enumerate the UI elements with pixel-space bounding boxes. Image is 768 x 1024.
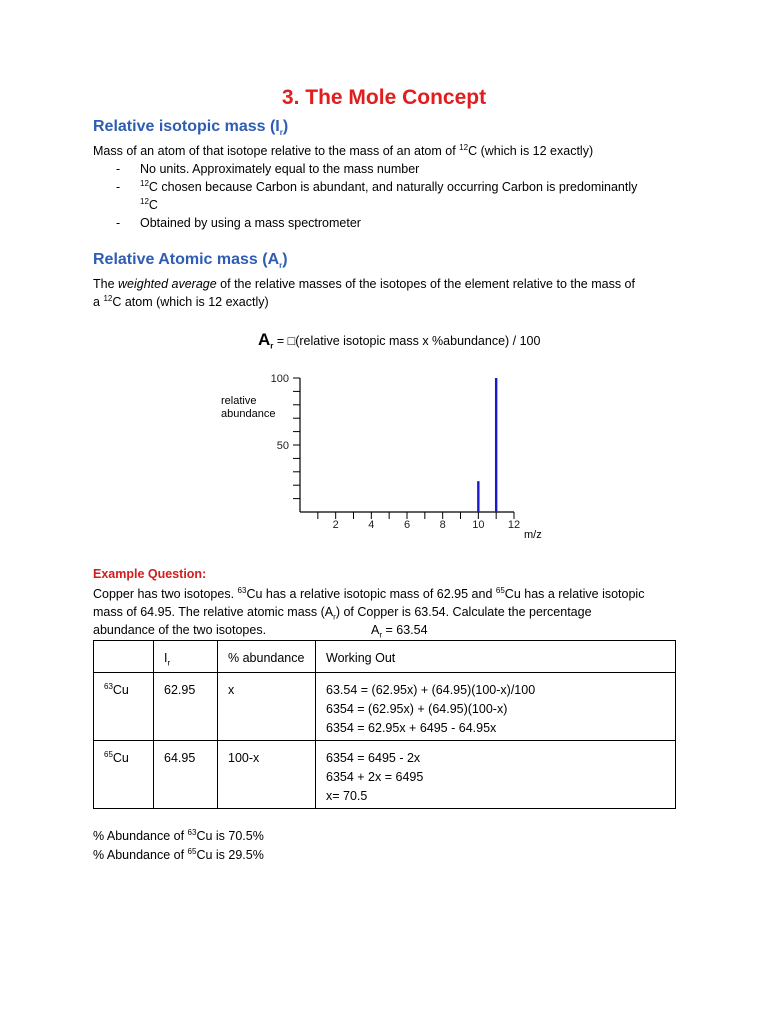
table-header-row: [94, 641, 676, 673]
x-axis-label: m/z: [524, 529, 542, 541]
example-question-text: Copper has two isotopes. $^{63}$Cu has a relative isotopic mass of 62.95 and $^{65}$Cu has a relative isotopic: [93, 585, 645, 601]
chart-axes: [300, 378, 514, 512]
header-cell-isotope: [94, 641, 154, 673]
answer-63cu: % Abundance of $^{63}$Cu is 70.5%: [93, 827, 264, 843]
bullet-item: - Obtained by using a mass spectrometer: [116, 216, 361, 230]
isotopic-mass-definition: Mass of an atom of that isotope relative to the mass of an atom of $^{12}$C (which is 12 exactly): [93, 142, 594, 158]
table-row: [94, 741, 676, 809]
answer-65cu: % Abundance of $^{65}$Cu is 29.5%: [93, 846, 264, 862]
example-question-heading: Example Question:: [93, 567, 207, 581]
mass-cell: 62.95: [154, 673, 218, 741]
x-tick-label: 10: [472, 519, 485, 531]
x-tick-label: 4: [368, 519, 375, 531]
working-cell: 63.54 = (62.95x) + (64.95)(100-x)/100 6354 = (62.95x) + (64.95)(100-x) 6354 = 62.95x + 6495 - 64.95x: [316, 673, 676, 741]
atomic-mass-definition: The weighted average of the relative masses of the isotopes of the element relative to the mass of: [93, 277, 635, 291]
y-tick-label: 100: [270, 373, 289, 385]
example-question-text: mass of 64.95. The relative atomic mass $(A_r)$ of Copper is 63.54. Calculate the percentage: [93, 605, 592, 622]
header-cell-abundance: % abundance: [218, 641, 316, 673]
mass-spectrum-chart: [200, 365, 580, 545]
bullet-continuation: $^{12}$C: [140, 196, 158, 212]
isotope-cell: $^{65}$Cu: [94, 741, 154, 809]
example-question-text: abundance of the two isotopes.: [93, 623, 267, 637]
x-tick-label: 12: [507, 519, 521, 531]
bullet-item: - $^{12}$C chosen because Carbon is abundant, and naturally occurring Carbon is predominantly: [116, 178, 638, 194]
x-tick-label: 8: [439, 519, 446, 531]
mass-cell: 64.95: [154, 741, 218, 809]
atomic-mass-definition-cont: a $^{12}$C atom (which is 12 exactly): [93, 293, 269, 309]
isotope-table: [93, 640, 676, 809]
given-relative-atomic-mass: $A_r = 63.54$: [371, 623, 428, 640]
y-axis-label-line1: relative: [221, 395, 257, 407]
abundance-cell: 100-x: [218, 741, 316, 809]
header-cell-working-out: Working Out: [316, 641, 676, 673]
bullet-item: - No units. Approximately equal to the mass number: [116, 162, 420, 176]
y-axis-label-line2: abundance: [221, 408, 276, 420]
y-tick-label: 50: [276, 440, 289, 452]
table-row: [94, 673, 676, 741]
chart-bars: [478, 378, 496, 512]
chart-ticks: [271, 373, 520, 531]
x-tick-label: 6: [403, 519, 411, 531]
page-title: 3. The Mole Concept: [281, 86, 487, 109]
isotope-cell: $^{63}$Cu: [94, 673, 154, 741]
x-tick-label: 2: [332, 519, 339, 531]
header-cell-isotopic-mass: $I_r$: [154, 641, 218, 673]
section-heading-relative-isotopic-mass: Relative isotopic mass $(I_r)$: [93, 118, 289, 138]
atomic-mass-formula: $A_r$ = □(relative isotopic mass x %abundance) / 100: [258, 330, 541, 351]
section-heading-relative-atomic-mass: Relative Atomic mass $(A_r)$: [93, 251, 288, 271]
abundance-cell: x: [218, 673, 316, 741]
working-cell: 6354 = 6495 - 2x 6354 + 2x = 6495 x= 70.5: [316, 741, 676, 809]
